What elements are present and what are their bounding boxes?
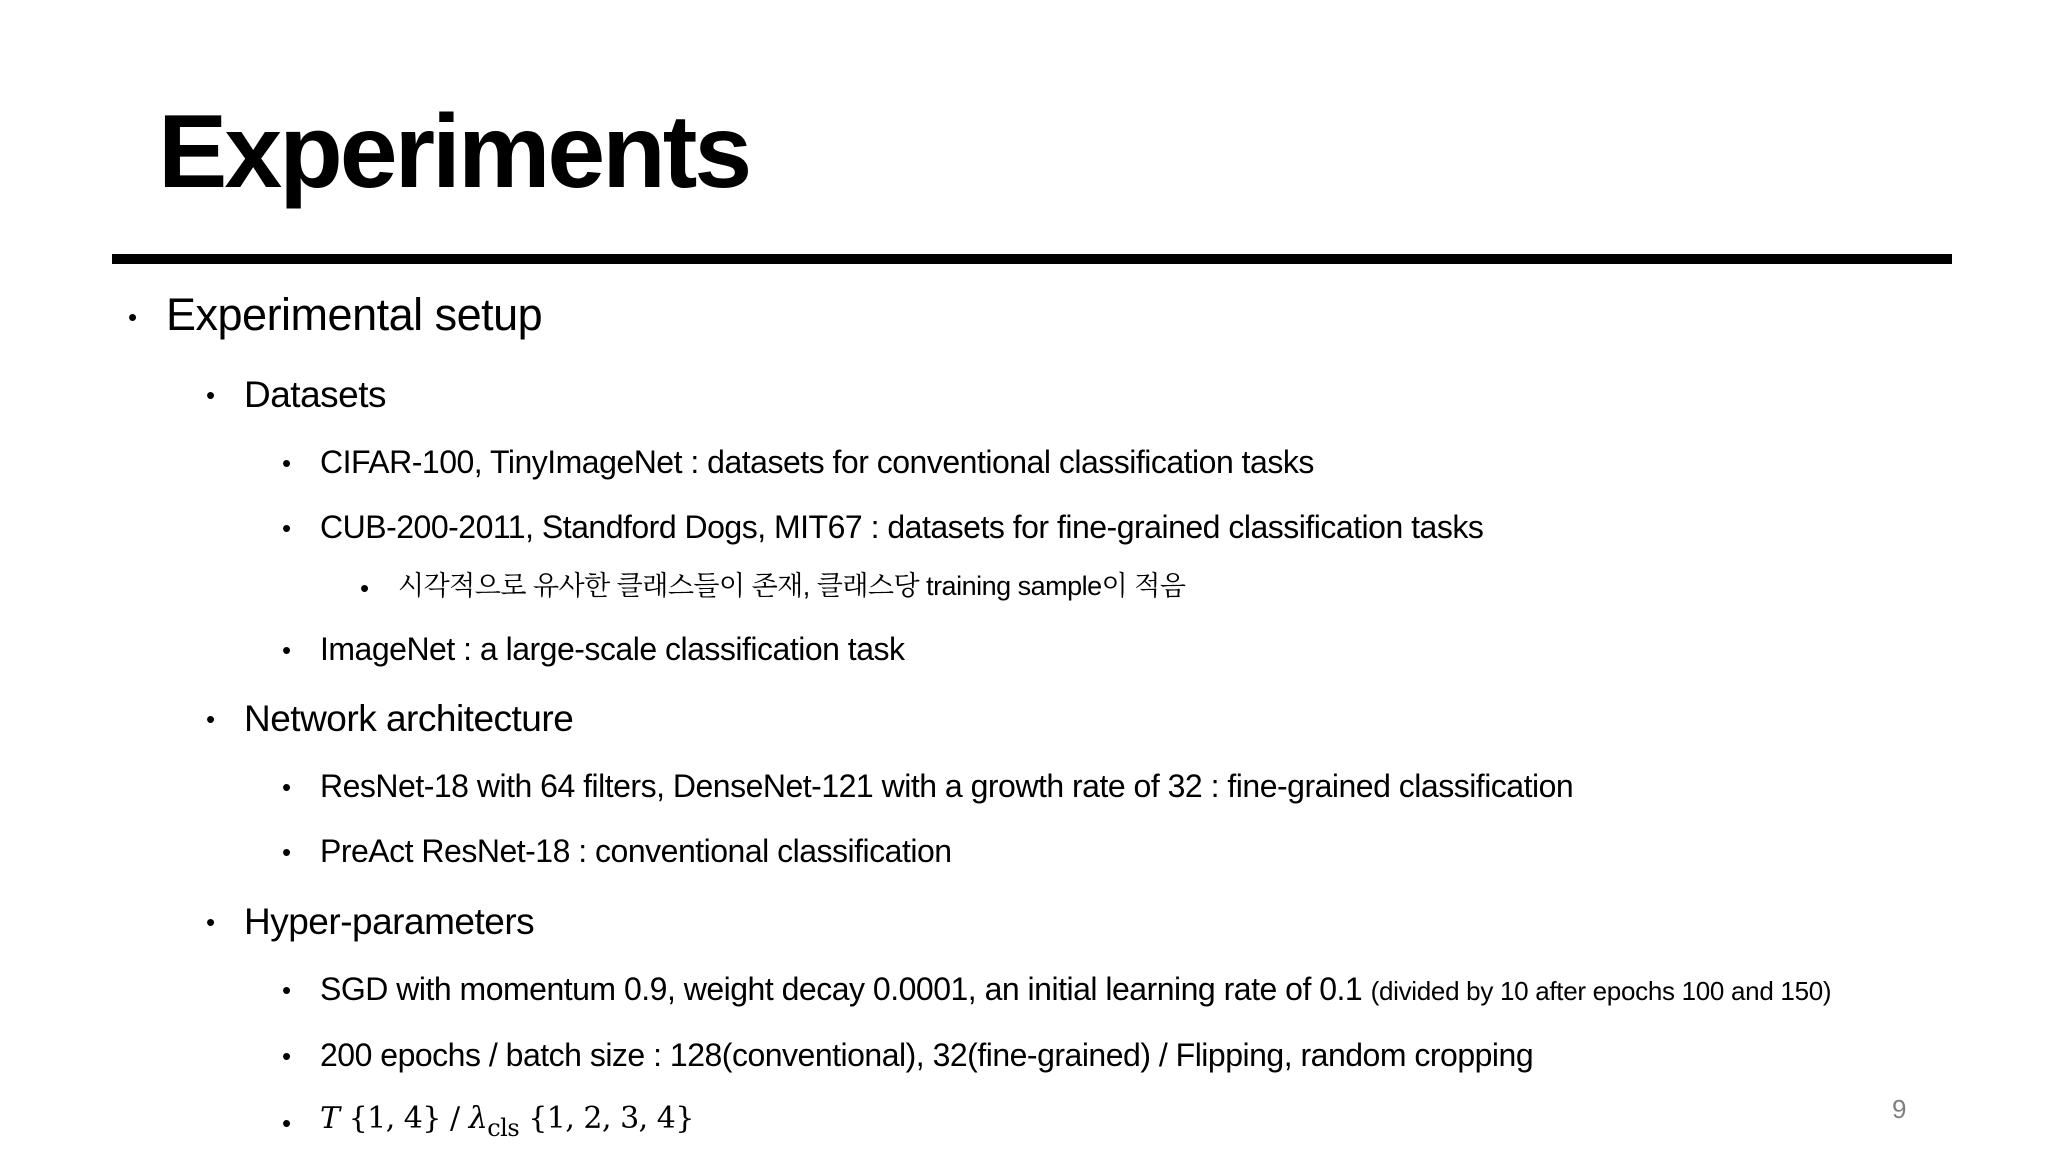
bullet-icon: • [282, 1108, 292, 1138]
bullet-icon: • [282, 1041, 292, 1071]
item-preact-resnet: PreAct ResNet-18 : conventional classification [320, 833, 952, 869]
item-sgd-main: SGD with momentum 0.9, weight decay 0.0001, an initial learning rate of 0.1 [320, 971, 1363, 1007]
bullet-icon: • [282, 975, 292, 1005]
title-divider [112, 254, 1952, 264]
bullet-icon: • [282, 448, 292, 478]
item-sgd-note: (divided by 10 after epochs 100 and 150) [1370, 976, 1832, 1006]
page-number: 9 [1892, 1094, 1907, 1124]
item-korean-note: 시각적으로 유사한 클래스들이 존재, 클래스당 training sample이 적음 [398, 571, 1186, 601]
item-epochs-batch: 200 epochs / batch size : 128(conventional), 32(fine-grained) / Flipping, random cropping [320, 1037, 1534, 1073]
bullet-icon: • [128, 302, 138, 332]
symbol-t: T [320, 1101, 340, 1136]
heading-hyper-parameters: Hyper-parameters [244, 901, 535, 942]
bullet-icon: • [206, 704, 216, 734]
bullet-icon: • [282, 635, 292, 665]
bullet-icon: • [282, 837, 292, 867]
heading-network-architecture: Network architecture [244, 698, 574, 739]
item-cifar-tinyimagenet: CIFAR-100, TinyImageNet : datasets for conventional classification tasks [320, 444, 1314, 480]
item-sgd [320, 973, 1831, 1005]
slide-title: Experiments [158, 94, 750, 210]
bullet-icon: • [206, 380, 216, 410]
section-experimental-setup: Experimental setup [166, 289, 543, 340]
lambda-values: {1, 2, 3, 4} [528, 1101, 694, 1136]
item-resnet-densenet: ResNet-18 with 64 filters, DenseNet-121 with a growth rate of 32 : fine-grained classification [320, 768, 1574, 804]
symbol-lambda: λ [468, 1101, 488, 1136]
bullet-icon: • [206, 907, 216, 937]
bullet-icon: • [282, 513, 292, 543]
item-cub-dogs-mit67: CUB-200-2011, Standford Dogs, MIT67 : datasets for fine-grained classification tasks [320, 509, 1484, 545]
heading-datasets: Datasets [244, 374, 387, 415]
item-imagenet: ImageNet : a large-scale classification task [320, 631, 905, 667]
item-temperature-lambda [320, 1101, 694, 1142]
t-values: {1, 4} / [348, 1101, 460, 1136]
bullet-icon: • [360, 573, 370, 603]
bullet-icon: • [282, 772, 292, 802]
lambda-subscript: cls [487, 1114, 520, 1142]
